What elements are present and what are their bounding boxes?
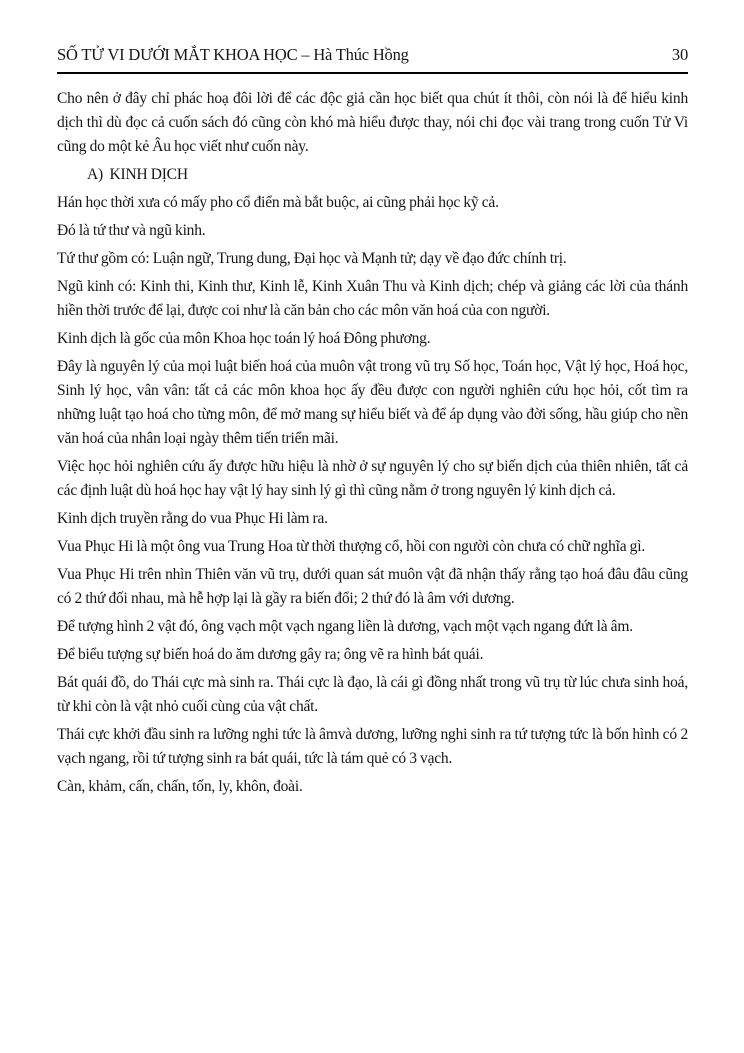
page-body (57, 87, 688, 799)
paragraph: Vua Phục Hi là một ông vua Trung Hoa từ thời thượng cổ, hồi con người còn chưa có chữ nghĩa gì. (57, 538, 646, 555)
paragraph: Hán học thời xưa có mấy pho cổ điển mà bắt buộc, ai cũng phải học kỹ cả. (57, 194, 499, 211)
paragraph: Kinh dịch là gốc của môn Khoa học toán lý hoá Đông phương. (57, 330, 431, 347)
paragraph: Ngũ kinh có: Kinh thi, Kinh thư, Kinh lễ, Kinh Xuân Thu và Kinh dịch; chép và giảng các lời của thánh hiền thời trước để lại, được coi như là căn bản cho các môn văn hoá của con người. (57, 278, 688, 319)
paragraph: Đây là nguyên lý của mọi luật biến hoá của muôn vật trong vũ trụ Số học, Toán học, Vật lý học, Hoá học, Sinh lý học, vân vân: tất cả các môn khoa học ấy đều được con người nghiên cứu học hỏi, cốt tìm ra những luật tạo hoá cho từng môn, để mở mang sự hiểu biết và để áp dụng vào đời sống, hầu giúp cho nền văn hoá của nhân loại ngày thêm tiến triển mãi. (57, 358, 688, 447)
section-heading-kinh-dich: A) KINH DỊCH (87, 166, 188, 183)
paragraph: Bát quái đồ, do Thái cực mà sinh ra. Thái cực là đạo, là cái gì đồng nhất trong vũ trụ từ lúc chưa sinh hoá, từ khi còn là vật nhỏ cuối cùng của vật chất. (57, 674, 688, 715)
header-rule (57, 72, 688, 74)
paragraph: Việc học hỏi nghiên cứu ấy được hữu hiệu là nhờ ở sự nguyên lý cho sự biến dịch của thiên nhiên, tất cả các định luật dù hoá học hay vật lý hay sinh lý gì thì cũng nằm ở trong nguyên lý kinh dịch cả. (57, 458, 688, 499)
header-page-number: 30 (671, 45, 688, 64)
paragraph: Tứ thư gồm có: Luận ngữ, Trung dung, Đại học và Mạnh tử; dạy về đạo đức chính trị. (57, 250, 567, 267)
paragraph: Để biểu tượng sự biến hoá do ăm dương gây ra; ông vẽ ra hình bát quái. (57, 646, 484, 663)
header-title: SỐ TỬ VI DƯỚI MẮT KHOA HỌC – Hà Thúc Hồng (57, 45, 409, 64)
paragraph: Để tượng hình 2 vật đó, ông vạch một vạch ngang liền là dương, vạch một vạch ngang đứt là âm. (57, 618, 633, 635)
paragraph: Thái cực khởi đầu sinh ra lưỡng nghi tức là âmvà dương, lưỡng nghi sinh ra tứ tượng tức là bốn hình có 2 vạch ngang, rồi tứ tượng sinh ra bát quái, tức là tám quẻ có 3 vạch. (57, 726, 688, 767)
running-header (57, 44, 688, 65)
paragraph: Càn, khảm, cấn, chấn, tốn, ly, khôn, đoài. (57, 778, 303, 795)
paragraph: Đó là tứ thư và ngũ kinh. (57, 222, 206, 239)
paragraph: Vua Phục Hi trên nhìn Thiên văn vũ trụ, dưới quan sát muôn vật đã nhận thấy rằng tạo hoá đâu đâu cũng có 2 thứ đối nhau, mà hễ hợp lại là gầy ra biến đổi; 2 thứ đó là âm với dương. (57, 566, 688, 607)
paragraph: Kinh dịch truyền rằng do vua Phục Hi làm ra. (57, 510, 328, 527)
paragraph-intro: Cho nên ở đây chỉ phác hoạ đôi lời để các độc giả cần học biết qua chút ít thôi, còn nói là để hiểu kinh dịch thì dù đọc cả cuốn sách đó cũng còn khó mà hiểu được thay, nói chi đọc vài trang trong cuốn Tử Vi cũng do một kẻ Âu học viết như cuốn này. (57, 90, 688, 155)
